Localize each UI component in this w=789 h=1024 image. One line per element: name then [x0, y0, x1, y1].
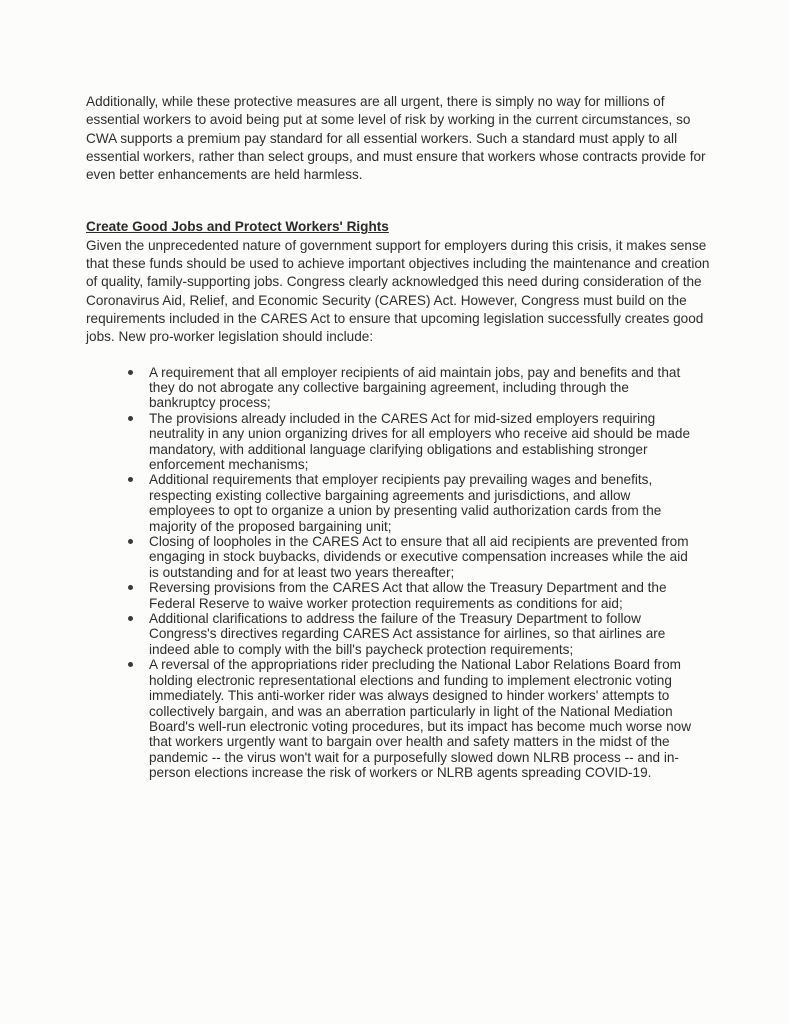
bullet-text: A reversal of the appropriations rider precluding the National Labor Relations Board from holding electronic representational elections and funding to implement electronic voting immediately. This anti-worker rider was always designed to hinder workers' attempts to collectively bargain, and was an aberration particularly in light of the National Mediation Board's well-run electronic voting procedures, but its impact has become much worse now that workers urgently want to bargain over health and safety matters in the midst of the pandemic -- the virus won't wait for a purposefully slowed down NLRB process -- and in-person elections increase the risk of workers or NLRB agents spreading COVID-19. — [149, 657, 692, 781]
bullet-text: The provisions already included in the CARES Act for mid-sized employers requiring neutrality in any union organizing drives for all employers who receive aid should be made mandatory, with additional language clarifying obligations and establishing stronger enforcement mechanisms; — [149, 410, 691, 472]
bullet-text: Additional clarifications to address the failure of the Treasury Department to follow Congress's directives regarding CARES Act assistance for airlines, so that airlines are indeed able to comply with the bill's paycheck protection requirements; — [149, 611, 666, 657]
bullet-text: Closing of loopholes in the CARES Act to ensure that all aid recipients are prevented from engaging in stock buybacks, dividends or executive compensation increases while the aid is outstanding and for at least two years thereafter; — [149, 534, 689, 580]
bullet-dot-icon — [128, 662, 133, 667]
bullet-dot-icon — [128, 477, 133, 482]
list-item — [86, 611, 711, 657]
list-item — [86, 534, 711, 580]
bullet-text: Additional requirements that employer recipients pay prevailing wages and benefits, respecting existing collective bargaining agreements and jurisdictions, and allow employees to opt to organize a union by presenting valid authorization cards from the majority of the proposed bargaining unit; — [149, 472, 662, 534]
bullet-text: Reversing provisions from the CARES Act that allow the Treasury Department and the Federal Reserve to waive worker protection requirements as conditions for aid; — [149, 580, 667, 611]
bullet-dot-icon — [128, 416, 133, 421]
intro-paragraph: Additionally, while these protective measures are all urgent, there is simply no way for millions of essential workers to avoid being put at some level of risk by working in the current circumstances, so CWA supports a premium pay standard for all essential workers. Such a standard must apply to all essential workers, rather than select groups, and must ensure that workers whose contracts provide for even better enhancements are held harmless. — [86, 94, 706, 183]
list-item — [86, 580, 711, 611]
list-item — [86, 365, 711, 411]
document-body — [86, 93, 711, 781]
bullet-dot-icon — [128, 616, 133, 621]
list-item — [86, 472, 711, 534]
list-item — [86, 657, 711, 780]
bullet-dot-icon — [128, 539, 133, 544]
list-item — [86, 411, 711, 473]
bullet-dot-icon — [128, 370, 133, 375]
bullet-text: A requirement that all employer recipients of aid maintain jobs, pay and benefits and that they do not abrogate any collective bargaining agreement, including through the bankruptcy process; — [149, 364, 681, 411]
bullet-list — [86, 365, 711, 781]
section-paragraph: Given the unprecedented nature of government support for employers during this crisis, it makes sense that these funds should be used to achieve important objectives including the maintenance and creation of quality, family-supporting jobs. Congress clearly acknowledged this need during consideration of the Coronavirus Aid, Relief, and Economic Security (CARES) Act. However, Congress must build on the requirements included in the CARES Act to ensure that upcoming legislation successfully creates good jobs. New pro-worker legislation should include: — [86, 237, 710, 345]
section-heading: Create Good Jobs and Protect Workers' Rights — [86, 219, 389, 235]
bullet-dot-icon — [128, 585, 133, 590]
